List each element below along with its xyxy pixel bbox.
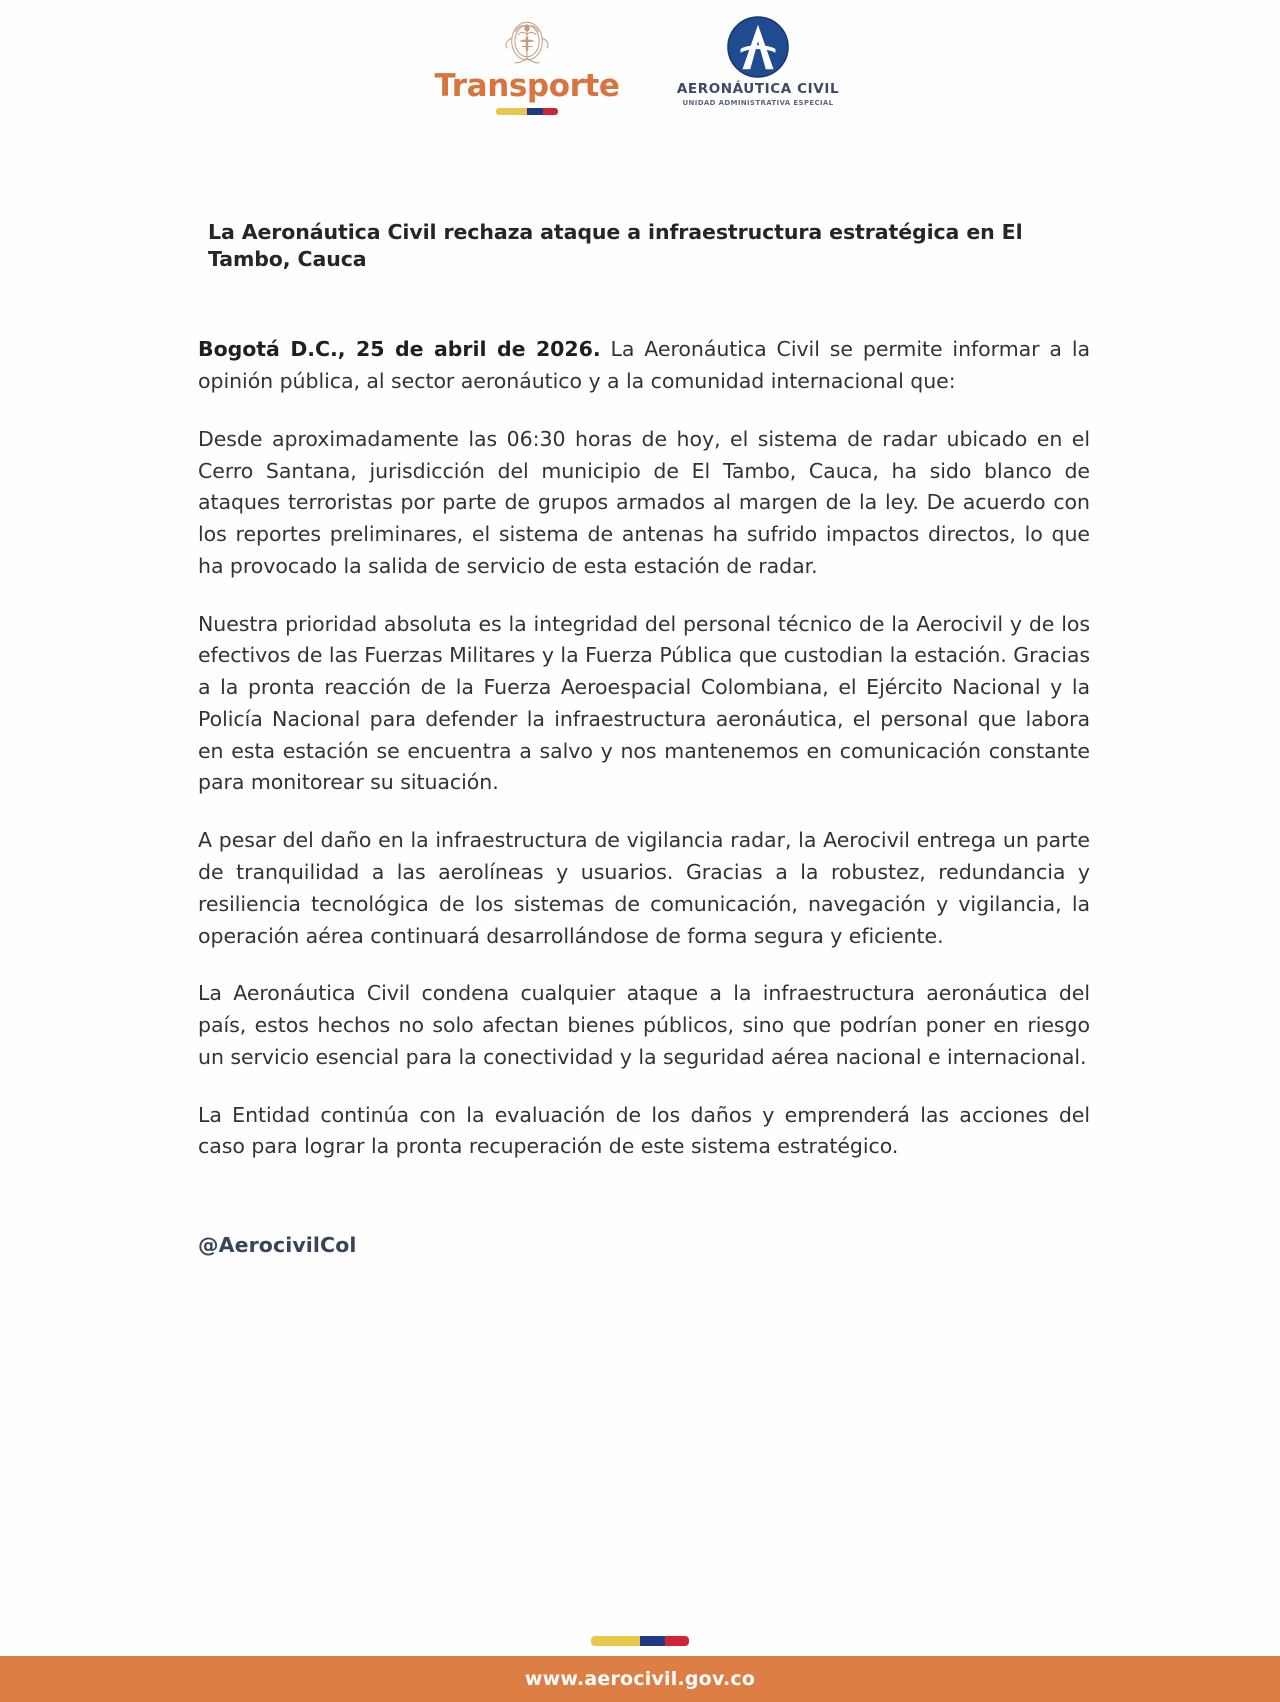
- flag-stripe-yellow: [496, 108, 527, 115]
- paragraph-personal: Nuestra prioridad absoluta es la integridad del personal técnico de la Aerocivil y de los efectivos de las Fuerzas Militares y la Fuerza Pública que custodian la estación. Gracias a la pronta reacción de la Fuerza Aeroespacial Colombiana, el Ejército Nacional y la Policía Nacional para defender la infraestructura aeronáutica, el personal que labora en esta estación se encuentra a salvo y nos mantenemos en comunicación constante para monitorear su situación.: [198, 611, 1090, 795]
- colombia-flag-rule-header: [496, 108, 558, 115]
- paragraph-cierre: La Entidad continúa con la evaluación de los daños y emprenderá las acciones del caso para lograr la pronta recuperación de este sistema estratégico.: [198, 1102, 1090, 1159]
- aerocivil-subtitle: UNIDAD ADMINISTRATIVA ESPECIAL: [682, 98, 834, 107]
- transporte-wordmark: Transporte: [434, 68, 620, 104]
- footer-bar: [0, 1656, 1280, 1702]
- aerocivil-name: AERONÁUTICA CIVIL: [676, 81, 840, 97]
- flag-stripe-blue: [640, 1636, 665, 1646]
- aeronautica-civil-logo: [668, 14, 848, 107]
- flag-stripe-blue: [527, 108, 543, 115]
- page-title: La Aeronáutica Civil rechaza ataque a infraestructura estratégica en El Tambo, Cauca: [208, 220, 1023, 271]
- document-header: [0, 0, 1280, 115]
- paragraph-intro: [198, 334, 1090, 398]
- flag-stripe-red: [665, 1636, 690, 1646]
- footer-website-url: www.aerocivil.gov.co: [524, 1668, 756, 1690]
- flag-stripe-red: [543, 108, 559, 115]
- colombia-coat-of-arms-icon: [500, 14, 554, 70]
- paragraph-hechos: Desde aproximadamente las 06:30 horas de hoy, el sistema de radar ubicado en el Cerro Santana, jurisdicción del municipio de El Tambo, Cauca, ha sido blanco de ataques terroristas por parte de grupos armados al margen de la ley. De acuerdo con los reportes preliminares, el sistema de antenas ha sufrido impactos directos, lo que ha provocado la salida de servicio de esta estación de radar.: [198, 426, 1090, 578]
- ministry-of-transport-logo: [432, 14, 622, 115]
- social-handle: @AerocivilCol: [198, 1233, 357, 1258]
- paragraph-operacion: A pesar del daño en la infraestructura de vigilancia radar, la Aerocivil entrega un parte de tranquilidad a las aerolíneas y usuarios. Gracias a la robustez, redundancia y resiliencia tecnológica de los sistemas de comunicación, navegación y vigilancia, la operación aérea continuará desarrollándose de forma segura y eficiente.: [198, 828, 1090, 948]
- paragraph-condena: La Aeronáutica Civil condena cualquier ataque a la infraestructura aeronáutica del país, estos hechos no solo afectan bienes públicos, sino que podrían poner en riesgo un servicio esencial para la conectividad y la seguridad aérea nacional e internacional.: [198, 981, 1090, 1069]
- document-content: [190, 219, 1090, 1257]
- flag-stripe-yellow: [591, 1636, 640, 1646]
- dateline: Bogotá D.C., 25 de abril de 2026.: [198, 337, 601, 362]
- colombia-flag-rule-footer: [591, 1636, 689, 1646]
- body-text: [198, 334, 1090, 1163]
- paragraph-intro-text: La Aeronáutica Civil se permite informar a la opinión pública, al sector aeronáutico y a la comunidad internacional que:: [198, 337, 1090, 394]
- document-footer: [0, 1636, 1280, 1702]
- aerocivil-a-mark-icon: [727, 16, 789, 78]
